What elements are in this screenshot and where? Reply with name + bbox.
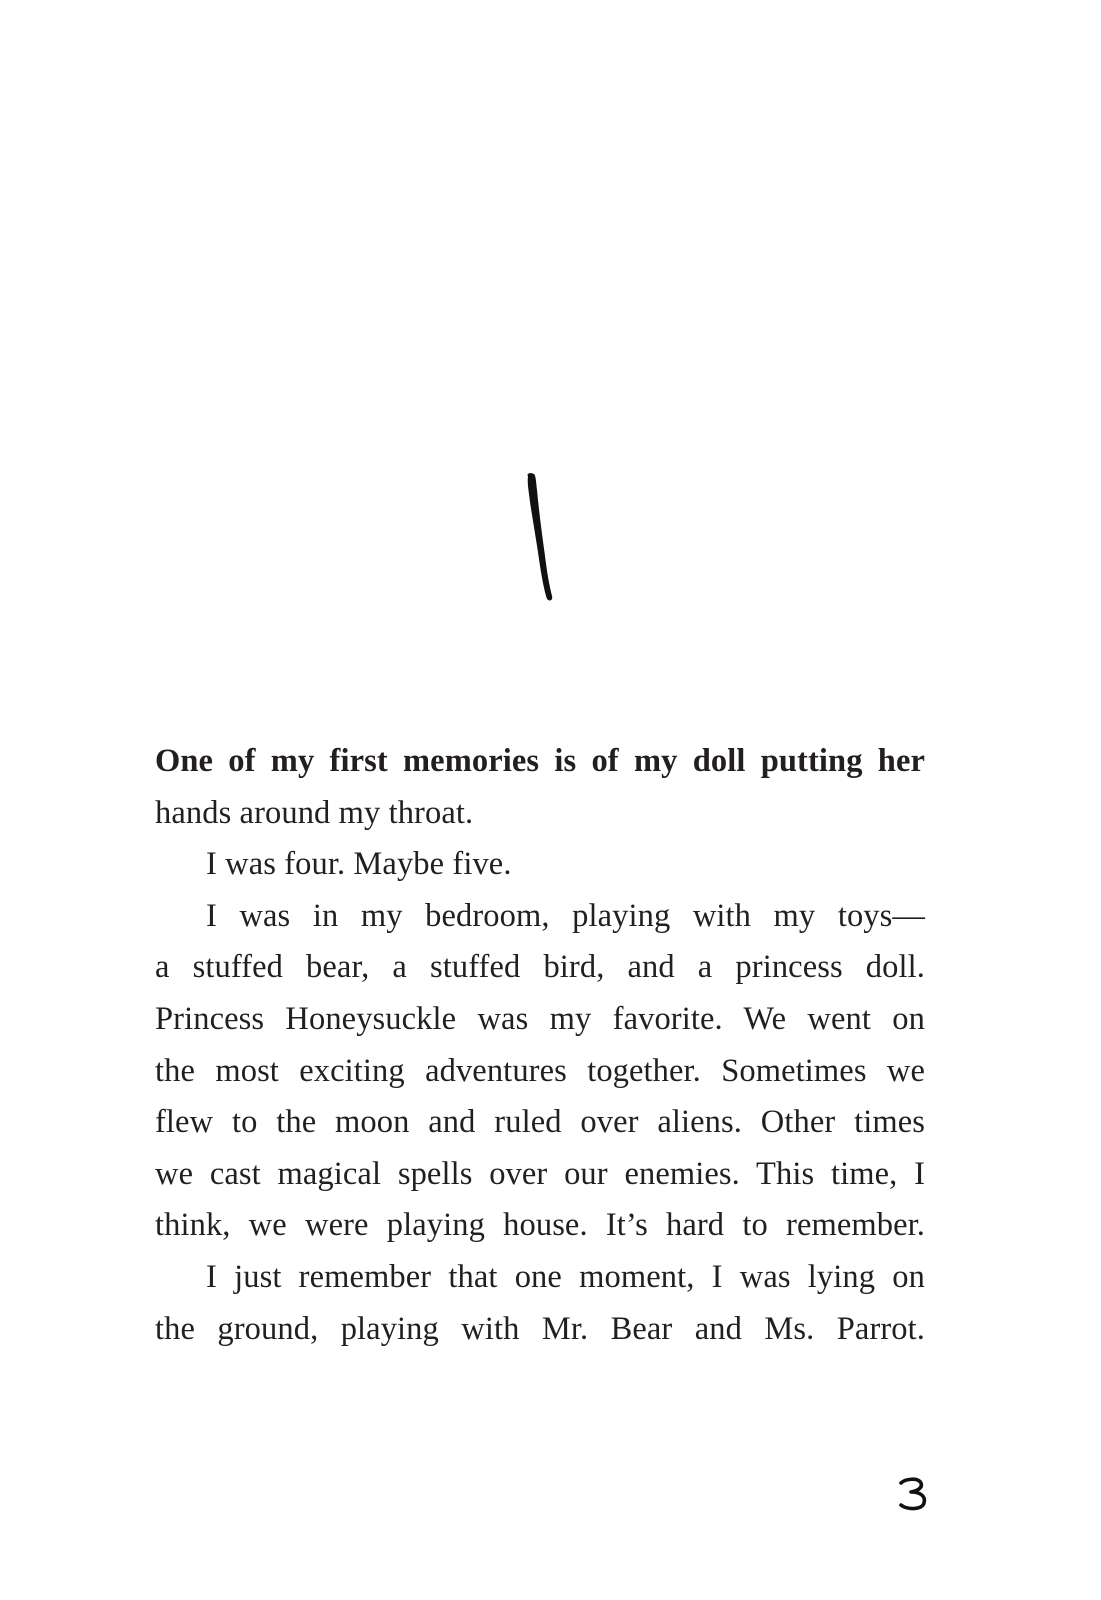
body-line-8: flew to the moon and ruled over aliens. Other times (155, 1104, 925, 1141)
chapter-number-one-glyph (516, 470, 566, 610)
body-line-12: the ground, playing with Mr. Bear and Ms. Parrot. (155, 1310, 925, 1347)
page-number (896, 1475, 930, 1511)
body-line-9: we cast magical spells over our enemies. This time, I (155, 1155, 925, 1192)
body-line-10: think, we were playing house. It’s hard to remember. (155, 1207, 925, 1244)
chapter-body (155, 736, 925, 1355)
body-line-11: I just remember that one moment, I was lying on (206, 1258, 925, 1295)
body-line-2: hands around my throat. (155, 794, 474, 831)
chapter-number (516, 470, 566, 610)
page-number-glyph (896, 1475, 930, 1511)
body-line-4: I was in my bedroom, playing with my toys— (206, 897, 925, 934)
body-line-5: a stuffed bear, a stuffed bird, and a princess doll. (155, 949, 925, 986)
body-line-6: Princess Honeysuckle was my favorite. We went on (155, 1000, 925, 1037)
body-line-7: the most exciting adventures together. Sometimes we (155, 1052, 925, 1089)
body-line-1 (155, 736, 925, 788)
body-line-3: I was four. Maybe five. (206, 846, 512, 883)
body-line-1-bold: One of my first memories is of my doll putting her (155, 743, 925, 779)
